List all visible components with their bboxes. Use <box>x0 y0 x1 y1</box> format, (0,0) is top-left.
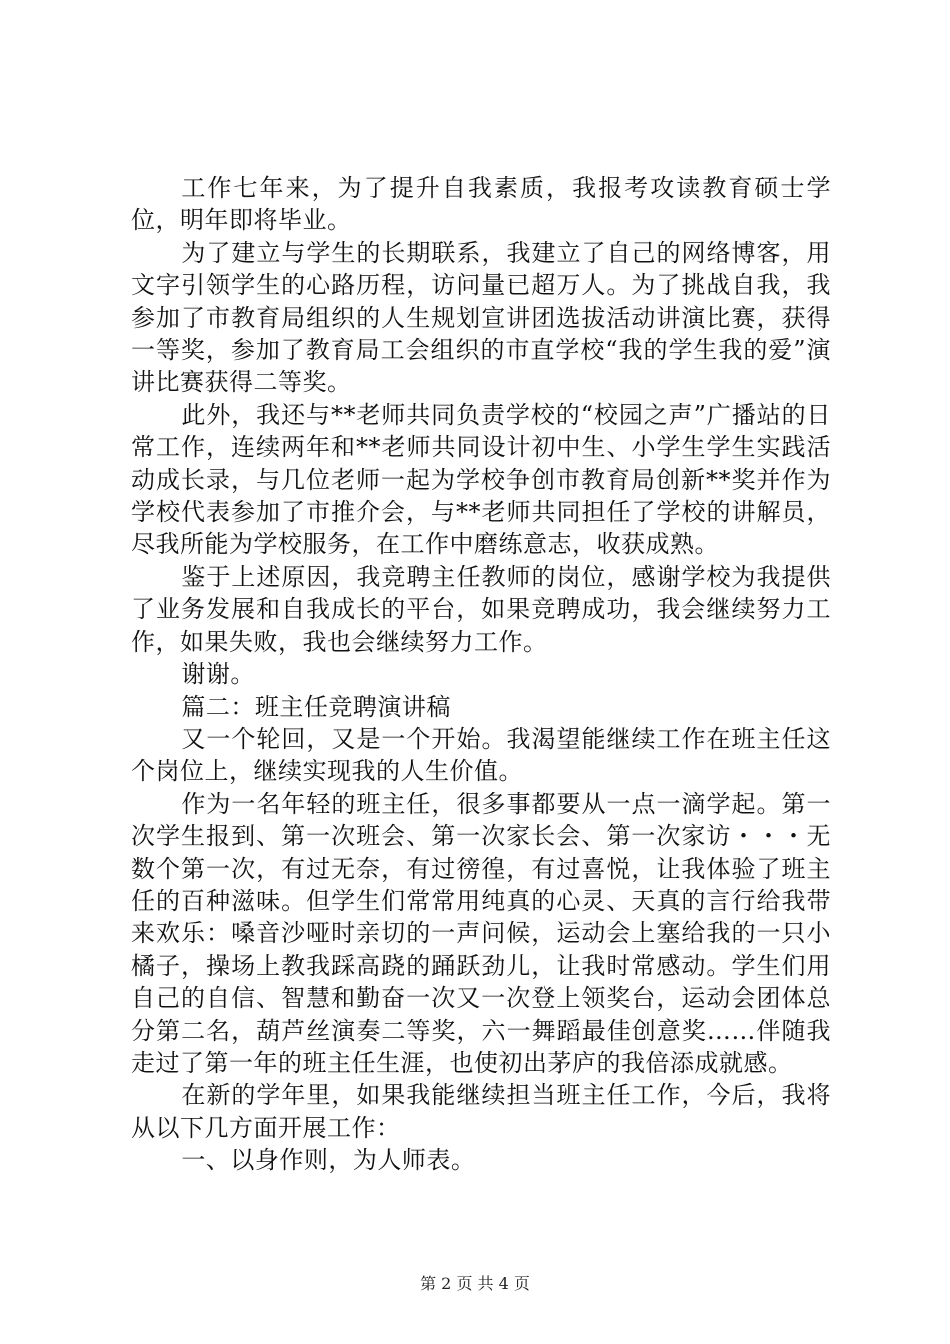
document-body <box>131 172 831 1177</box>
paragraph: 在新的学年里，如果我能继续担当班主任工作，今后，我将从以下几方面开展工作： <box>131 1081 831 1142</box>
paragraph: 为了建立与学生的长期联系，我建立了自己的网络博客，用文字引领学生的心路历程，访问量已超万人。为了挑战自我，我参加了市教育局组织的人生规划宣讲团选拔活动讲演比赛，获得一等奖，参加了教育局工会组织的市直学校“我的学生我的爱”演讲比赛获得二等奖。 <box>131 238 831 397</box>
paragraph: 此外，我还与**老师共同负责学校的“校园之声”广播站的日常工作，连续两年和**老师共同设计初中生、小学生学生实践活动成长录，与几位老师一起为学校争创市教育局创新**奖并作为学校代表参加了市推介会，与**老师共同担任了学校的讲解员，尽我所能为学校服务，在工作中磨练意志，收获成熟。 <box>131 400 831 559</box>
paragraph: 鉴于上述原因，我竞聘主任教师的岗位，感谢学校为我提供了业务发展和自我成长的平台，如果竞聘成功，我会继续努力工作，如果失败，我也会继续努力工作。 <box>131 562 831 656</box>
page-number: 第 2 页 共 4 页 <box>420 1274 530 1293</box>
paragraph: 作为一名年轻的班主任，很多事都要从一点一滴学起。第一次学生报到、第一次班会、第一次家长会、第一次家访・・・无数个第一次，有过无奈，有过徬徨，有过喜悦，让我体验了班主任的百种滋味。但学生们常常用纯真的心灵、天真的言行给我带来欢乐：嗓音沙哑时亲切的一声问候，运动会上塞给我的一只小橘子，操场上教我踩高跷的踊跃劲儿，让我时常感动。学生们用自己的自信、智慧和勤奋一次又一次登上领奖台，运动会团体总分第二名，葫芦丝演奏二等奖，六一舞蹈最佳创意奖……伴随我走过了第一年的班主任生涯，也使初出茅庐的我倍添成就感。 <box>131 789 831 1077</box>
page-footer <box>0 1274 950 1294</box>
section-heading: 篇二：班主任竞聘演讲稿 <box>181 692 451 721</box>
paragraph: 又一个轮回，又是一个开始。我渴望能继续工作在班主任这个岗位上，继续实现我的人生价值。 <box>131 724 831 786</box>
paragraph: 谢谢。 <box>181 660 255 689</box>
paragraph: 工作七年来，为了提升自我素质，我报考攻读教育硕士学位，明年即将毕业。 <box>131 174 831 235</box>
paragraph: 一、以身作则，为人师表。 <box>181 1146 476 1175</box>
